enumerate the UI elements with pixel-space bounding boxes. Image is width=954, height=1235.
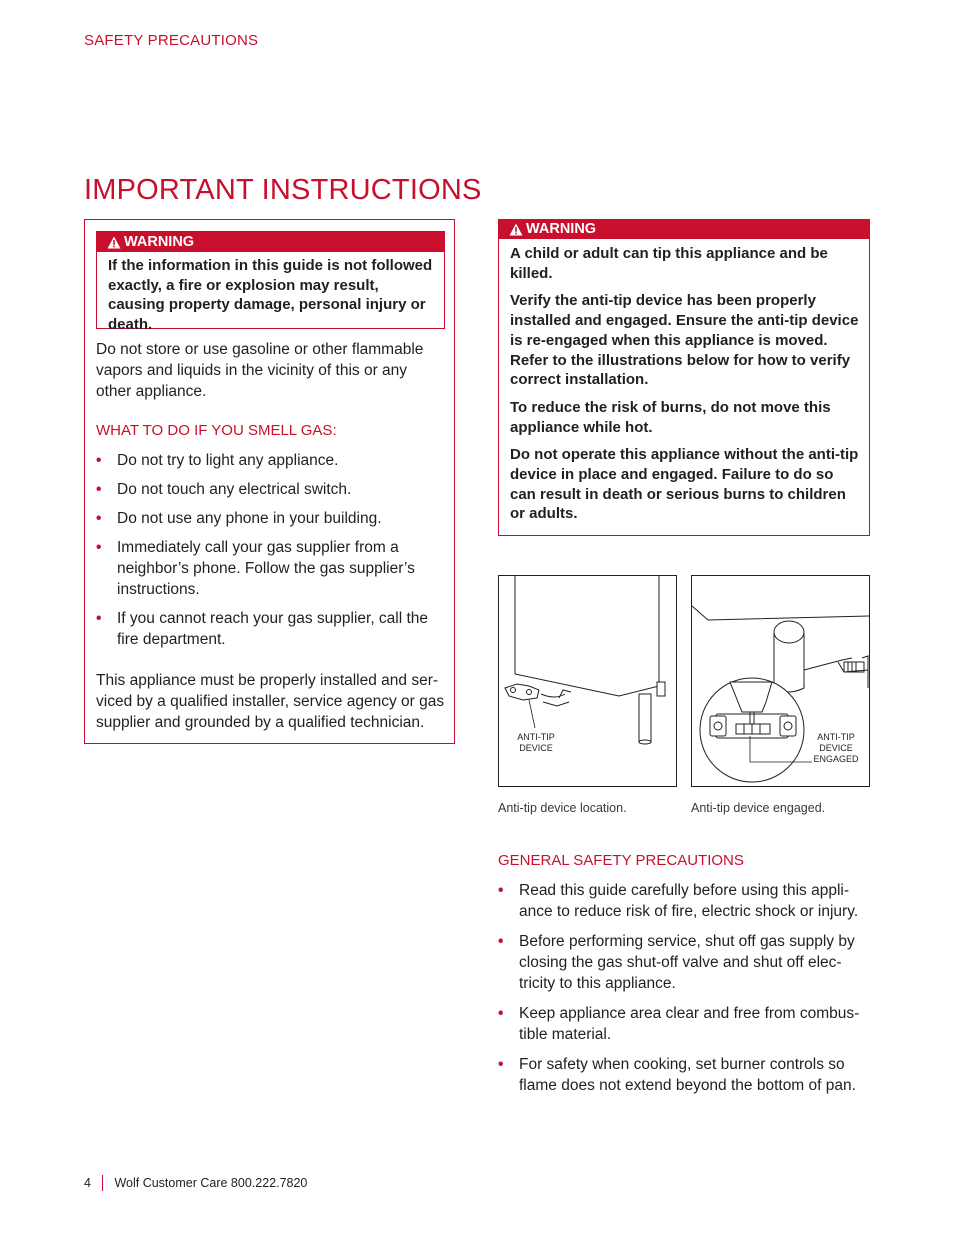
customer-care-text: Wolf Customer Care 800.222.7820 [114,1176,308,1190]
list-item: • Do not use any phone in your building. [96,508,436,529]
anti-tip-engaged-label [810,732,862,765]
figure-caption-location: Anti-tip device location. [498,801,627,815]
label-line: ENGAGED [813,754,859,764]
general-safety-heading: GENERAL SAFETY PRECAUTIONS [498,852,744,869]
list-item: • Do not try to light any appliance. [96,450,436,471]
warning-triangle-icon [107,236,121,249]
list-item: • Before performing service, shut off gas supply by closing the gas shut-off valve and shut off electricity to this appliance. [498,931,870,994]
general-safety-list [498,880,870,1096]
list-item: • Keep appliance area clear and free from combustible material. [498,1003,870,1045]
list-item: • Read this guide carefully before using this appliance to reduce risk of fire, electric shock or injury. [498,880,870,922]
flammable-notice: Do not store or use gasoline or other flammable vapors and liquids in the vicinity of this or any other appliance. [96,341,424,400]
list-item: • Do not touch any electrical switch. [96,479,436,500]
warning-text: If the information in this guide is not followed exactly, a fire or explosion may result, causing property damage, personal injury or death. [108,257,433,334]
gas-safety-box [84,219,455,744]
label-line: ANTI-TIP [817,732,855,742]
label-line: ANTI-TIP [517,732,555,742]
footer-divider [102,1175,104,1191]
tip-over-warning [498,219,870,536]
warning-paragraph: To reduce the risk of burns, do not move this appliance while hot. [510,398,831,436]
installation-notice: This appliance must be properly installed and serviced by a qualified installer, service agency or gas supplier and grounded by a qualified technician. [96,672,445,731]
label-line: DEVICE [819,743,853,753]
anti-tip-label [511,732,561,754]
page-title: IMPORTANT INSTRUCTIONS [84,174,482,206]
warning-header [499,220,869,239]
smell-gas-heading: WHAT TO DO IF YOU SMELL GAS: [96,422,337,439]
warning-paragraph: Do not operate this appliance without the anti-tip device in place and engaged. Failure to do so can result in death or serious burns to children or adults. [510,446,859,523]
list-item: • If you cannot reach your gas supplier, call the fire department. [96,608,436,650]
list-item: • For safety when cooking, set burner controls so flame does not extend beyond the bottom of pan. [498,1054,870,1096]
list-item: • Immediately call your gas supplier from a neighbor’s phone. Follow the gas supplier’s instructions. [96,537,436,600]
warning-paragraph: Verify the anti-tip device has been properly installed and engaged. Ensure the anti-tip device is re-engaged when this appliance is moved. Refer to the illustrations below for how to verify correct installation. [510,292,859,389]
anti-tip-engaged-figure [691,575,870,787]
smell-gas-list [96,450,436,650]
anti-tip-location-figure [498,575,677,787]
warning-label: WARNING [124,234,195,250]
page-footer [84,1175,307,1191]
anti-tip-location-illustration [499,576,676,786]
warning-triangle-icon [509,223,523,236]
label-line: DEVICE [519,743,553,753]
warning-label: WARNING [526,221,597,237]
warning-text [499,239,869,524]
section-tag: SAFETY PRECAUTIONS [84,32,259,49]
warning-header [97,232,444,252]
figure-caption-engaged: Anti-tip device engaged. [691,801,826,815]
fire-explosion-warning [96,231,445,334]
page-number: 4 [84,1176,91,1190]
warning-paragraph: A child or adult can tip this appliance and be killed. [510,245,828,282]
